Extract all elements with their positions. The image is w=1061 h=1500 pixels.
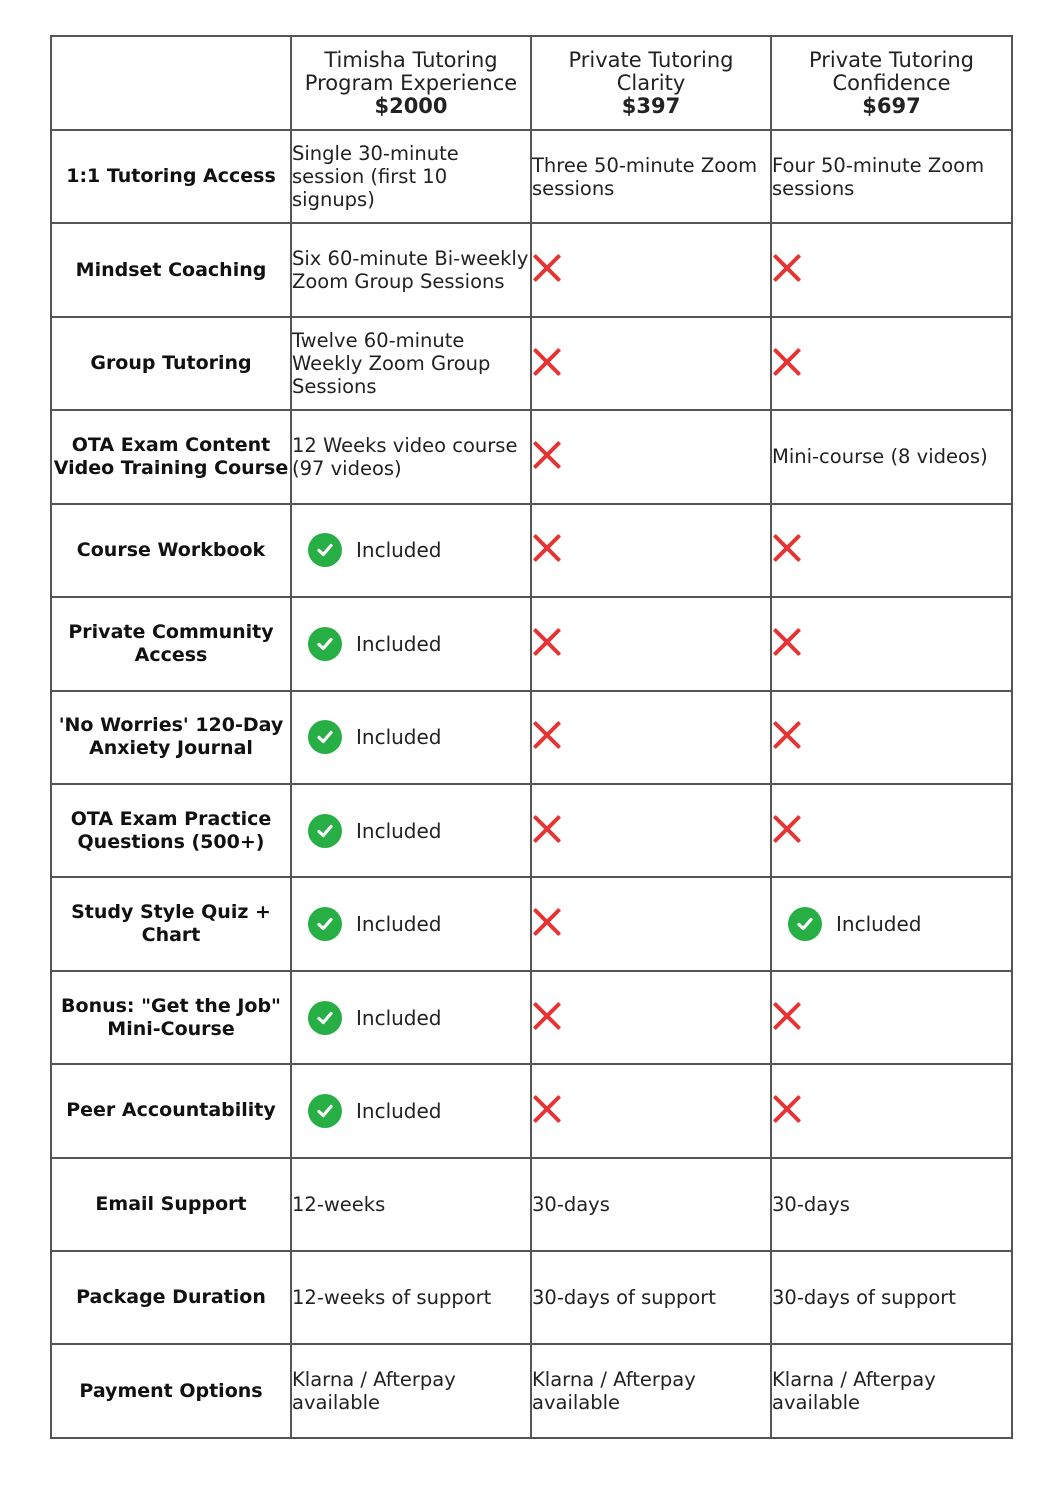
table-row — [51, 597, 1012, 690]
not-included-cell — [771, 223, 1012, 316]
check-circle-icon — [308, 907, 342, 941]
plan-price: $397 — [621, 93, 681, 118]
table-row — [51, 317, 1012, 410]
x-icon — [532, 627, 562, 657]
x-icon — [532, 440, 562, 470]
included-cell — [291, 504, 531, 597]
table-row — [51, 691, 1012, 784]
feature-value: Mini-course (8 videos) — [771, 410, 1012, 503]
check-circle-icon — [788, 907, 822, 941]
not-included-cell — [531, 410, 771, 503]
included-cell — [291, 1064, 531, 1157]
included-text: Included — [356, 631, 442, 656]
check-circle-icon — [308, 533, 342, 567]
check-circle-icon — [308, 814, 342, 848]
x-icon — [772, 1001, 802, 1031]
not-included-cell — [531, 597, 771, 690]
feature-label: Payment Options — [51, 1344, 291, 1438]
x-icon — [772, 253, 802, 283]
x-icon — [772, 627, 802, 657]
x-icon — [772, 814, 802, 844]
included-cell — [291, 597, 531, 690]
x-icon — [772, 720, 802, 750]
included-badge — [292, 533, 530, 567]
table-row — [51, 1251, 1012, 1344]
feature-value: Single 30-minute session (first 10 signups) — [291, 130, 531, 223]
feature-label: Group Tutoring — [51, 317, 291, 410]
plan-name: Private Tutoring Clarity — [568, 47, 734, 95]
plan-header — [531, 36, 771, 130]
not-included-cell — [771, 971, 1012, 1064]
included-text: Included — [356, 538, 442, 563]
not-included-cell — [771, 504, 1012, 597]
plan-header — [291, 36, 531, 130]
included-text: Included — [836, 912, 922, 937]
included-text: Included — [356, 912, 442, 937]
not-included-cell — [531, 691, 771, 784]
x-icon — [532, 1094, 562, 1124]
table-row — [51, 784, 1012, 877]
included-badge — [292, 907, 530, 941]
plan-name: Timisha Tutoring Program Experience — [304, 47, 518, 95]
included-badge — [292, 720, 530, 754]
feature-label: Private Community Access — [51, 597, 291, 690]
x-icon — [532, 253, 562, 283]
feature-value: Klarna / Afterpay available — [291, 1344, 531, 1438]
feature-value: Klarna / Afterpay available — [771, 1344, 1012, 1438]
included-cell — [291, 691, 531, 784]
x-icon — [532, 907, 562, 937]
included-badge — [772, 907, 1011, 941]
included-cell — [291, 784, 531, 877]
feature-label: OTA Exam Practice Questions (500+) — [51, 784, 291, 877]
feature-value: Six 60-minute Bi-weekly Zoom Group Sessions — [291, 223, 531, 316]
included-cell — [291, 877, 531, 970]
corner-cell — [51, 36, 291, 130]
feature-value: 12-weeks of support — [291, 1251, 531, 1344]
feature-label: Bonus: "Get the Job" Mini-Course — [51, 971, 291, 1064]
included-cell — [291, 971, 531, 1064]
not-included-cell — [531, 971, 771, 1064]
feature-label: OTA Exam Content Video Training Course — [51, 410, 291, 503]
plan-price: $2000 — [374, 93, 448, 118]
not-included-cell — [771, 691, 1012, 784]
feature-label: Course Workbook — [51, 504, 291, 597]
not-included-cell — [531, 1064, 771, 1157]
not-included-cell — [531, 504, 771, 597]
comparison-table — [50, 35, 1013, 1439]
included-badge — [292, 627, 530, 661]
feature-value: 12 Weeks video course (97 videos) — [291, 410, 531, 503]
not-included-cell — [531, 877, 771, 970]
feature-label: Email Support — [51, 1158, 291, 1251]
feature-value: 30-days — [531, 1158, 771, 1251]
x-icon — [532, 720, 562, 750]
table-row — [51, 971, 1012, 1064]
included-badge — [292, 1094, 530, 1128]
x-icon — [532, 533, 562, 563]
feature-value: Twelve 60-minute Weekly Zoom Group Sessions — [291, 317, 531, 410]
included-text: Included — [356, 725, 442, 750]
included-text: Included — [356, 1098, 442, 1123]
header-row — [51, 36, 1012, 130]
feature-label: Mindset Coaching — [51, 223, 291, 316]
check-circle-icon — [308, 720, 342, 754]
feature-label: Study Style Quiz + Chart — [51, 877, 291, 970]
not-included-cell — [771, 1064, 1012, 1157]
not-included-cell — [531, 317, 771, 410]
x-icon — [772, 533, 802, 563]
feature-value: Three 50-minute Zoom sessions — [531, 130, 771, 223]
table-row — [51, 223, 1012, 316]
table-row — [51, 1064, 1012, 1157]
included-text: Included — [356, 1005, 442, 1030]
x-icon — [772, 347, 802, 377]
feature-value: Klarna / Afterpay available — [531, 1344, 771, 1438]
check-circle-icon — [308, 1094, 342, 1128]
not-included-cell — [771, 317, 1012, 410]
feature-label: 'No Worries' 120-Day Anxiety Journal — [51, 691, 291, 784]
x-icon — [772, 1094, 802, 1124]
feature-value: 30-days of support — [531, 1251, 771, 1344]
not-included-cell — [531, 223, 771, 316]
table-row — [51, 130, 1012, 223]
included-badge — [292, 814, 530, 848]
x-icon — [532, 814, 562, 844]
feature-value: Four 50-minute Zoom sessions — [771, 130, 1012, 223]
feature-label: Package Duration — [51, 1251, 291, 1344]
table-row — [51, 877, 1012, 970]
table-row — [51, 1344, 1012, 1438]
not-included-cell — [531, 784, 771, 877]
plan-price: $697 — [862, 93, 921, 118]
included-badge — [292, 1001, 530, 1035]
table-row — [51, 410, 1012, 503]
feature-value: 30-days of support — [771, 1251, 1012, 1344]
plan-name: Private Tutoring Confidence — [808, 47, 975, 95]
included-text: Included — [356, 818, 442, 843]
x-icon — [532, 1001, 562, 1031]
table-row — [51, 504, 1012, 597]
not-included-cell — [771, 784, 1012, 877]
feature-value: 12-weeks — [291, 1158, 531, 1251]
check-circle-icon — [308, 627, 342, 661]
feature-label: 1:1 Tutoring Access — [51, 130, 291, 223]
plan-header — [771, 36, 1012, 130]
x-icon — [532, 347, 562, 377]
feature-value: 30-days — [771, 1158, 1012, 1251]
feature-label: Peer Accountability — [51, 1064, 291, 1157]
not-included-cell — [771, 597, 1012, 690]
table-row — [51, 1158, 1012, 1251]
included-cell — [771, 877, 1012, 970]
check-circle-icon — [308, 1001, 342, 1035]
